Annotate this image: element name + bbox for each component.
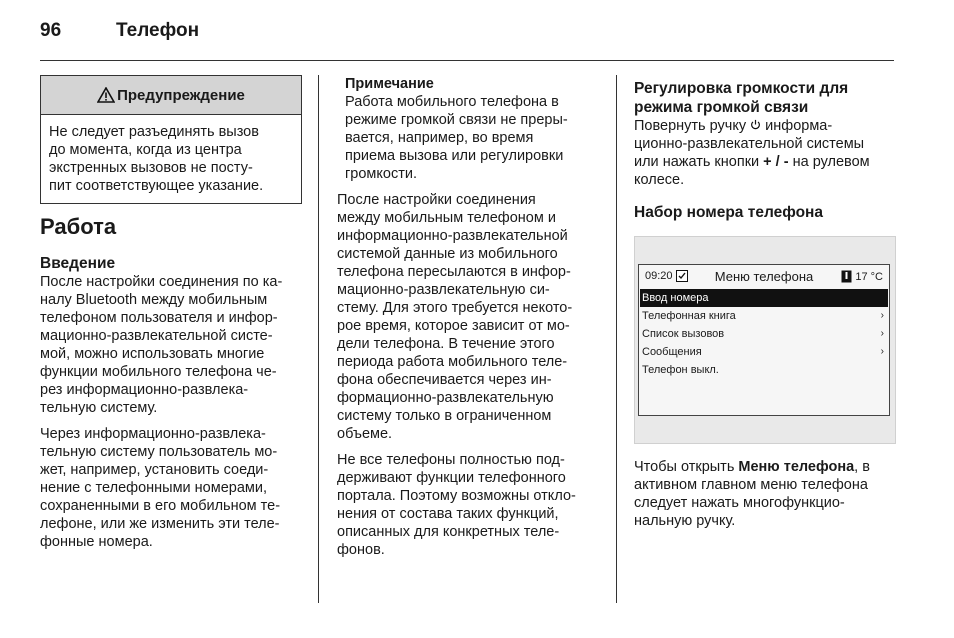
text-line: Через информационно-развлека- [40, 426, 266, 442]
text-line: ционно-развлекательной системы [634, 136, 865, 152]
intro-paragraph-1 [40, 273, 302, 417]
heading-line: Регулировка громкости для [634, 80, 849, 97]
menu-item-phonebook[interactable]: Телефонная книга › [640, 307, 888, 325]
phone-menu-list [640, 289, 888, 379]
phone-menu-screenshot [634, 236, 896, 444]
text-line: тельную систему. [40, 400, 158, 416]
text-line: фонов. [337, 542, 385, 558]
text-line: нальную ручку. [634, 513, 736, 529]
warning-line: пит соответствующее указание. [49, 178, 264, 194]
text-line: мационно-развлекательную си- [337, 282, 550, 298]
text-line: колесе. [634, 172, 685, 188]
text-line: сохраненными в его мобильном те- [40, 498, 281, 514]
chapter-title: Телефон [116, 20, 200, 41]
chevron-right-icon: › [880, 310, 884, 321]
header-rule [40, 60, 894, 61]
text-line: системой данные из мобильного [337, 246, 558, 262]
power-knob-icon [750, 119, 761, 130]
text-line: Работа мобильного телефона в [345, 94, 559, 110]
menu-item-messages[interactable]: Сообщения › [640, 343, 888, 361]
text-line: приема вызова или регулировки [345, 148, 564, 164]
intro-paragraph-2 [40, 425, 302, 551]
column-divider-2 [616, 75, 617, 603]
menu-item-call-list[interactable]: Список вызовов › [640, 325, 888, 343]
thermometer-icon [841, 270, 852, 283]
text-line: громкости. [345, 166, 417, 182]
warning-body [41, 115, 301, 203]
warning-title: Предупреждение [117, 86, 245, 104]
text-line: налу Bluetooth между мобильным [40, 292, 268, 308]
warning-line: экстренных вызовов не посту- [49, 160, 253, 176]
text-line: рез информационно-развлека- [40, 382, 249, 398]
page-number: 96 [40, 20, 62, 41]
screenshot-caption [634, 458, 896, 530]
column-2 [337, 75, 599, 559]
body-paragraph-1 [337, 191, 599, 443]
text-line: рое время, которое зависит от мо- [337, 318, 570, 334]
text-line: активном главном меню телефона [634, 477, 868, 493]
text-line: нение с телефонными номерами, [40, 480, 267, 496]
text-line: описанных для конкретных теле- [337, 524, 560, 540]
text-line: систему только в ограниченном [337, 408, 552, 424]
text-line: фона обеспечивается через ин- [337, 372, 552, 388]
text-line: портала. Поэтому возможны откло- [337, 488, 576, 504]
text-line: дели телефона. В течение этого [337, 336, 555, 352]
text-line: телефона пересылаются в инфор- [337, 264, 571, 280]
text-line: фонные номера. [40, 534, 153, 550]
volume-heading [634, 79, 896, 117]
warning-line: до момента, когда из центра [49, 142, 242, 158]
text-line: лефоне, или же изменить эти теле- [40, 516, 280, 532]
heading-line: режима громкой связи [634, 99, 809, 116]
column-1 [40, 75, 302, 551]
warning-header [41, 76, 301, 115]
text-line: стему. Для этого требуется некото- [337, 300, 573, 316]
text-line: тельную систему пользователь мо- [40, 444, 278, 460]
text-line: После настройки соединения [337, 192, 536, 208]
text-line: мационно-развлекательной систе- [40, 328, 273, 344]
text-line: телефоном пользователя и инфор- [40, 310, 278, 326]
text-line: Не все телефоны полностью под- [337, 452, 565, 468]
text-line: или нажать кнопки + / - на рулевом [634, 154, 870, 170]
text-line: После настройки соединения по ка- [40, 274, 283, 290]
text-line: периода работа мобильного теле- [337, 354, 568, 370]
text-line: вается, например, во время [345, 130, 534, 146]
menu-item-phone-off[interactable]: Телефон выкл. [642, 364, 719, 376]
text-line: держивают функции телефонного [337, 470, 566, 486]
warning-line: Не следует разъединять вызов [49, 124, 259, 140]
display-time: 09:20 [645, 270, 688, 282]
section-heading: Работа [40, 214, 117, 239]
text-line: между мобильным телефоном и [337, 210, 556, 226]
subsection-heading: Введение [40, 255, 116, 272]
text-line: режиме громкой связи не преры- [345, 112, 568, 128]
note-block [337, 75, 599, 183]
chevron-right-icon: › [880, 328, 884, 339]
text-line: информационно-развлекательной [337, 228, 568, 244]
volume-paragraph [634, 117, 896, 189]
text-line: жет, например, установить соеди- [40, 462, 269, 478]
body-paragraph-2 [337, 451, 599, 559]
warning-triangle-icon [97, 87, 115, 103]
chevron-right-icon: › [880, 346, 884, 357]
text-line: Чтобы открыть Меню телефона, в [634, 459, 870, 475]
text-line: Повернуть ручку информа- [634, 118, 833, 134]
note-title: Примечание [345, 76, 434, 92]
menu-item-dial-number[interactable]: Ввод номера [640, 289, 888, 307]
column-divider-1 [318, 75, 319, 603]
column-3 [634, 75, 896, 530]
text-line: функции мобильного телефона че- [40, 364, 277, 380]
text-line: мой, можно использовать многие [40, 346, 265, 362]
dial-heading: Набор номера телефона [634, 204, 824, 221]
text-line: формационно-развлекательную [337, 390, 554, 406]
text-line: объеме. [337, 426, 393, 442]
display-title: Меню телефона [714, 269, 814, 284]
display-temperature: 17 °C [841, 270, 883, 283]
text-line: нения от состава таких функций, [337, 506, 559, 522]
text-line: следует нажать многофункцио- [634, 495, 845, 511]
warning-box [40, 75, 302, 204]
